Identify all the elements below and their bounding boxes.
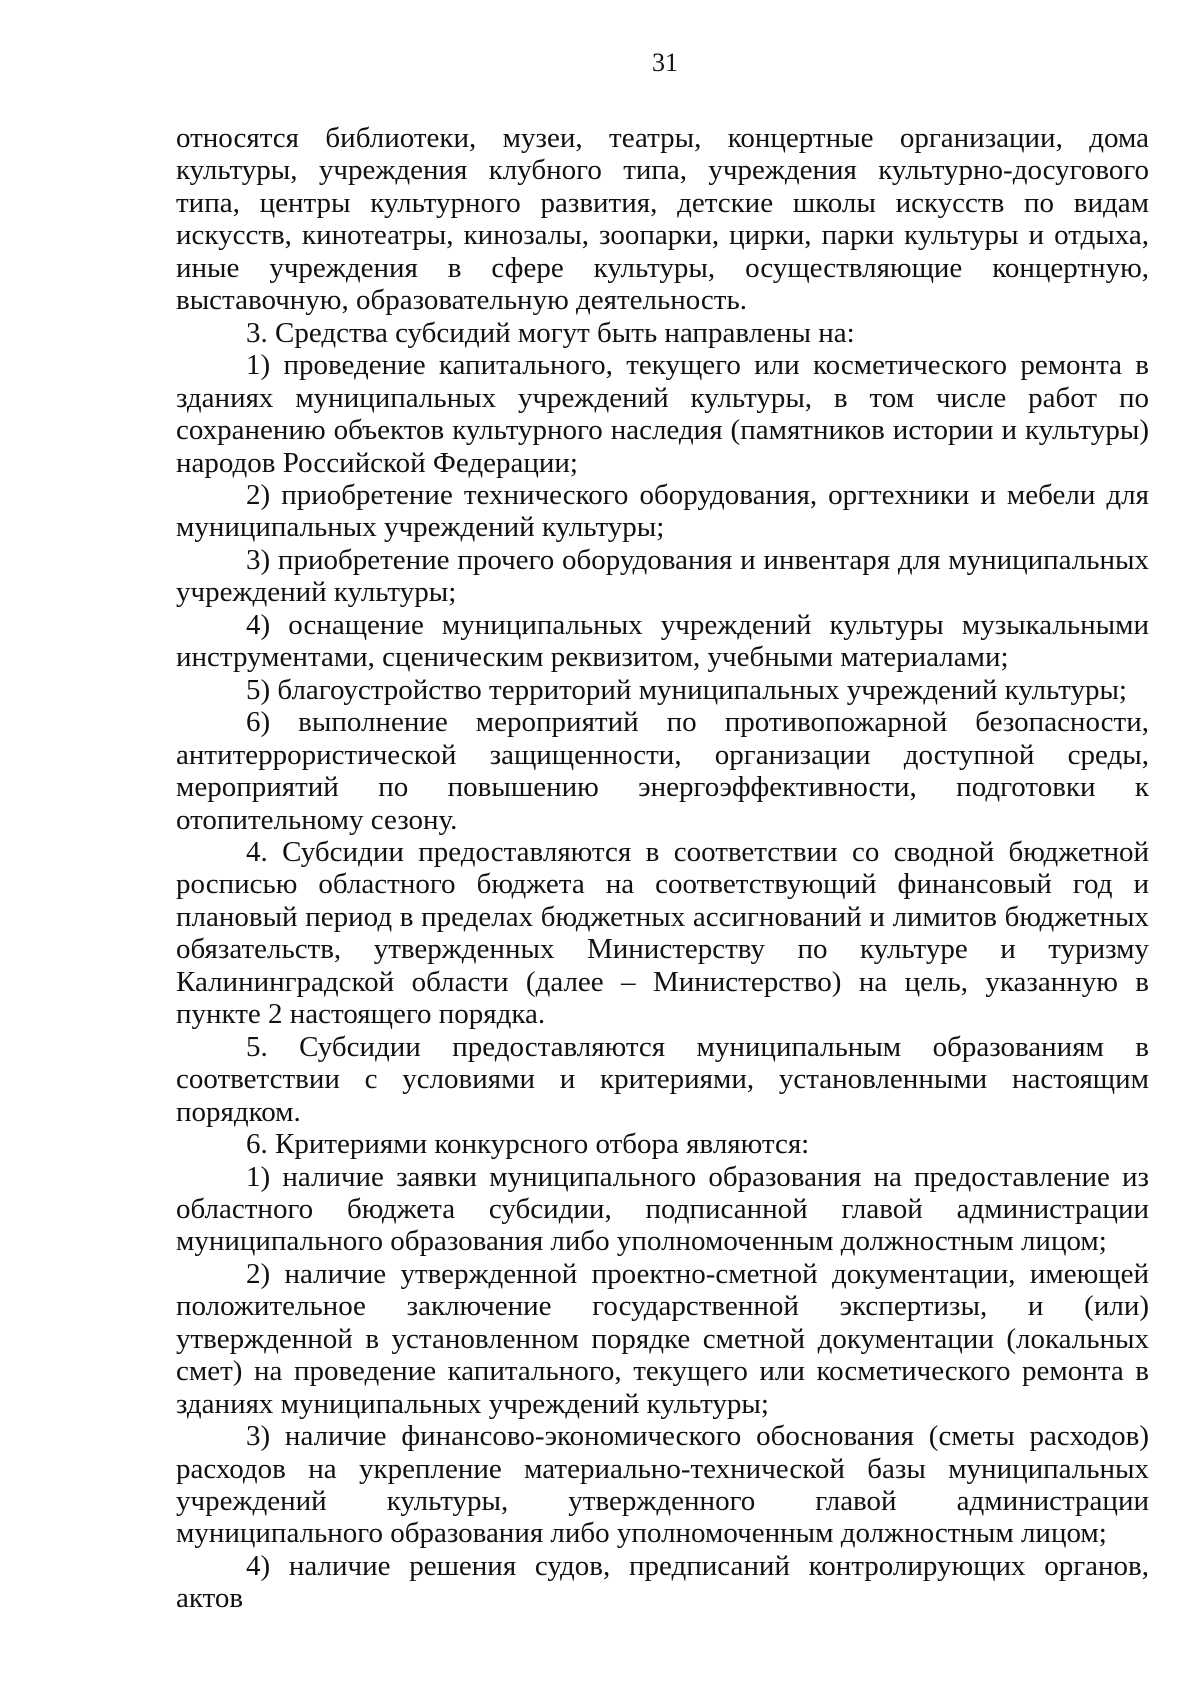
paragraph-6-item-1: 1) наличие заявки муниципального образования на предоставление из областного бюджета субсидии, подписанной главой администрации муниципального образования либо уполномоченным должностным лицом; — [176, 1160, 1149, 1258]
paragraph-6-item-3: 3) наличие финансово-экономического обоснования (сметы расходов) расходов на укрепление материально-технической базы муниципальных учреждений культуры, утвержденного главой администрации муниципального образования либо уполномоченным должностным лицом; — [176, 1420, 1149, 1550]
paragraph-3-item-3: 3) приобретение прочего оборудования и инвентаря для муниципальных учреждений культуры; — [176, 543, 1149, 609]
paragraph-section-4: 4. Субсидии предоставляются в соответствии со сводной бюджетной росписью областного бюджета на соответствующий финансовый год и плановый период в пределах бюджетных ассигнований и лимитов бюджетных обязательств, утвержденных Министерству по культуре и туризму Калининградской области (далее – Министерство) на цель, указанную в пункте 2 настоящего порядка. — [176, 835, 1149, 1031]
paragraph-3-item-1: 1) проведение капитального, текущего или косметического ремонта в зданиях муниципальных учреждений культуры, в том числе работ по сохранению объектов культурного наследия (памятников истории и культуры) народов Российской Федерации; — [176, 349, 1149, 479]
paragraph-section-3-heading: 3. Средства субсидий могут быть направлены на: — [246, 316, 855, 349]
page-number: 31 — [652, 48, 678, 77]
paragraph-3-item-5: 5) благоустройство территорий муниципальных учреждений культуры; — [246, 673, 1127, 706]
paragraph-6-item-2: 2) наличие утвержденной проектно-сметной документации, имеющей положительное заключение государственной экспертизы, и (или) утвержденной в установленном порядке сметной документации (локальных смет) на проведение капитального, текущего или косметического ремонта в зданиях муниципальных учреждений культуры; — [176, 1257, 1149, 1420]
paragraph-3-item-6: 6) выполнение мероприятий по противопожарной безопасности, антитеррористической защищенности, организации доступной среды, мероприятий по повышению энергоэффективности, подготовки к отопительному сезону. — [176, 706, 1149, 836]
paragraph-section-6-heading: 6. Критериями конкурсного отбора являются: — [246, 1128, 810, 1161]
paragraph-6-item-4: 4) наличие решения судов, предписаний контролирующих органов, актов — [176, 1549, 1149, 1615]
paragraph-section-5: 5. Субсидии предоставляются муниципальным образованиям в соответствии с условиями и критериями, установленными настоящим порядком. — [176, 1030, 1149, 1128]
document-body — [176, 122, 1149, 1615]
paragraph-3-item-2: 2) приобретение технического оборудования, оргтехники и мебели для муниципальных учреждений культуры; — [176, 478, 1149, 544]
paragraph-3-item-4: 4) оснащение муниципальных учреждений культуры музыкальными инструментами, сценическим реквизитом, учебными материалами; — [176, 608, 1149, 674]
paragraph-cultural-institutions: относятся библиотеки, музеи, театры, концертные организации, дома культуры, учреждения клубного типа, учреждения культурно-досугового типа, центры культурного развития, детские школы искусств по видам искусств, кинотеатры, кинозалы, зоопарки, цирки, парки культуры и отдыха, иные учреждения в сфере культуры, осуществляющие концертную, выставочную, образовательную деятельность. — [176, 122, 1149, 317]
